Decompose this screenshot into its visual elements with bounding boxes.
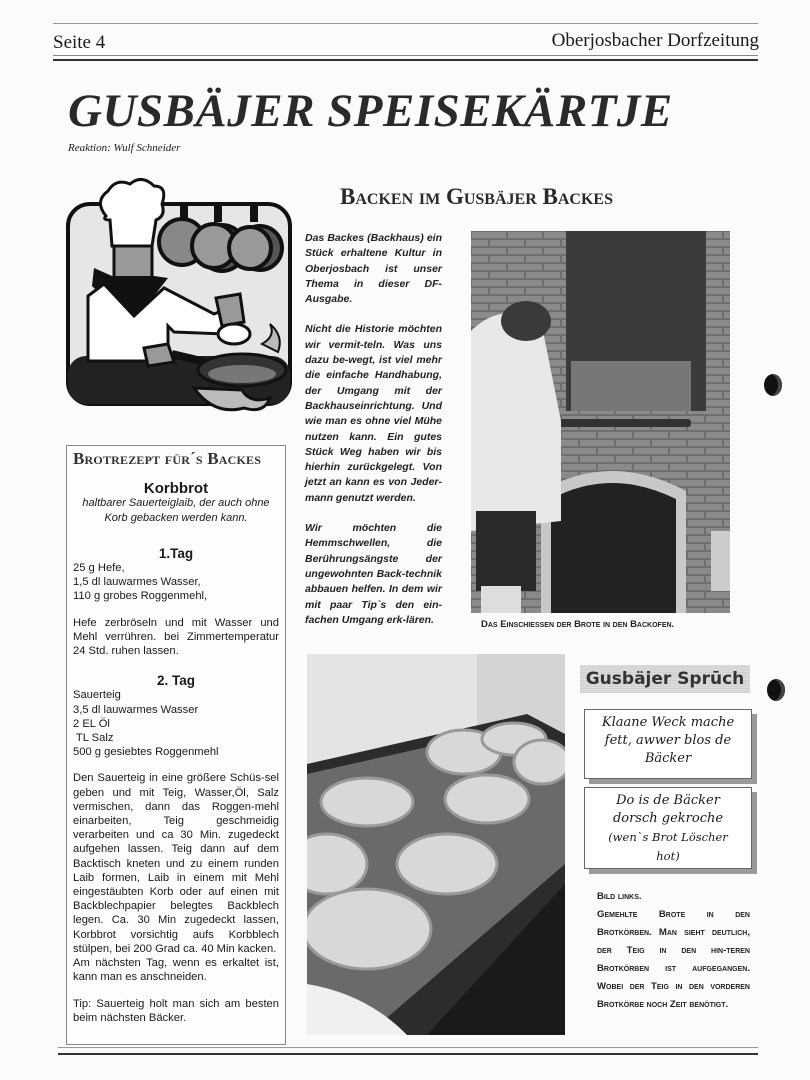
ingredient: Sauerteig <box>73 689 121 702</box>
day2-instructions: Den Sauerteig in eine größere Schüs-sel geben und mit Teig, Wasser,Öl, Salz vermischen, dann das Roggen-mehl einarbeiten, Teig geschmeidig verarbeiten und ca 30 Min. zugedeckt aufgehen lassen. Teig dann auf dem Backtisch kneten und zu einem runden Laib formen, Laib in einem mit Mehl eingestäubten Korb oder auf einen mit Backblechpapier belegtes Backblech legen. Ca. 30 Min zugedeckt lassen, Korbbrot vorsichtig aufs Korbblech stülpen, bei 200 Grad ca. 40 Min kacken. <box>73 772 279 955</box>
ingredient: TL Salz <box>73 732 114 745</box>
article-paragraph: Das Backes (Backhaus) ein Stück erhaltene Kultur in Oberjosbach ist unser Thema in dieser DF-Ausgabe. <box>305 232 442 306</box>
spruch-heading: Gusbäjer Sprūch <box>580 665 750 693</box>
ingredient: 2 EL Öl <box>73 717 110 730</box>
quote-note-line: (wen`s Brot Löscher <box>608 830 728 844</box>
photo-description-body: Gemehlte Brote in den Brotkörben. Man sieht deutlich, der Teig in den hin-teren Brotkörben ist aufgegangen. Wobei der Teig in den vorderen Brotkörbe noch Zeit benötigt. <box>597 909 750 1010</box>
chef-illustration <box>64 176 294 426</box>
quote-box-2 <box>584 787 752 869</box>
quote-line: dorsch gekroche <box>612 811 724 826</box>
photo-description-title: Bild links. <box>597 891 642 902</box>
day2-after: Am nächsten Tag, wenn es erkaltet ist, kann man es anschneiden. <box>73 957 279 984</box>
quote-note <box>587 828 749 847</box>
photo-description <box>597 888 750 1014</box>
bread-baskets-photo <box>307 654 565 1035</box>
footer-rule-thin <box>58 1047 758 1048</box>
oven-photo <box>471 231 730 613</box>
oven-photo-caption: Das Einschießen der Brote in den Backofen. <box>481 619 675 630</box>
header-rule-thick <box>53 59 758 61</box>
header-top-rule <box>53 23 758 24</box>
publication-name: Oberjosbacher Dorfzeitung <box>551 30 759 51</box>
quote-note <box>587 847 749 866</box>
quote-line: Klaane Weck mache <box>601 715 735 730</box>
page-title: GUSBÄJER SPEISEKÄRTJE <box>68 85 673 137</box>
recipe-subtitle: haltbarer Sauerteiglaib, der auch ohne Korb gebacken werden kann. <box>82 497 270 524</box>
recipe-box <box>66 445 286 1045</box>
ingredient: 110 g grobes Roggenmehl, <box>73 590 208 603</box>
quote-note-line: hot) <box>656 849 680 863</box>
page-number: Seite 4 <box>53 32 106 53</box>
article-headline: Backen im Gusbäjer Backes <box>340 184 613 209</box>
quote-line: Bäcker <box>644 751 692 766</box>
recipe-name: Korbbrot <box>143 480 209 498</box>
recipe-heading: Brotrezept für´s Backes <box>73 449 262 468</box>
ingredient: 25 g Hefe, <box>73 562 125 575</box>
recipe-tip: Tip: Sauerteig holt man sich am besten beim nächsten Bäcker. <box>73 997 279 1024</box>
ingredient: 3,5 dl lauwarmes Wasser <box>73 703 199 716</box>
day1-instructions: Hefe zerbröseln und mit Wasser und Mehl verrühren. bei Zimmertemperatur 24 Std. ruhen lassen. <box>73 616 279 658</box>
quote-line: fett, awwer blos de <box>604 733 732 748</box>
quote-box-1 <box>584 709 752 779</box>
day1-label: 1.Tag <box>158 545 194 561</box>
footer-rule-thick <box>58 1053 758 1055</box>
byline: Reaktion: Wulf Schneider <box>68 142 181 154</box>
article-paragraph: Wir möchten die Hemmschwellen, die Berührungsängste der ungewohnten Back-technik abbauen helfen. In dem wir mit paar Tip`s den ein-fachen Umgang erk-lären. <box>305 522 442 626</box>
quote-line: Do is de Bäcker <box>616 793 720 808</box>
ingredient: 500 g gesiebtes Roggenmehl <box>73 746 219 759</box>
binder-hole <box>764 374 782 396</box>
day2-label: 2. Tag <box>156 673 195 689</box>
article-paragraph: Nicht die Historie möchten wir vermit-teln. Was uns dazu be-wegt, ist viel mehr die einfache Handhabung, der Umgang mit der Backhauseinrichtung. Und wie man es ohne viel Mühe nutzen kann. Ein gutes Stück Weg haben wir bis hierhin zurückgelegt. Von jetzt an kann es von Jeder-mann genutzt werden. <box>305 323 442 504</box>
header-rule-thin <box>53 55 758 56</box>
article-body <box>305 231 442 643</box>
ingredient: 1,5 dl lauwarmes Wasser, <box>73 576 201 589</box>
binder-hole <box>767 679 785 701</box>
